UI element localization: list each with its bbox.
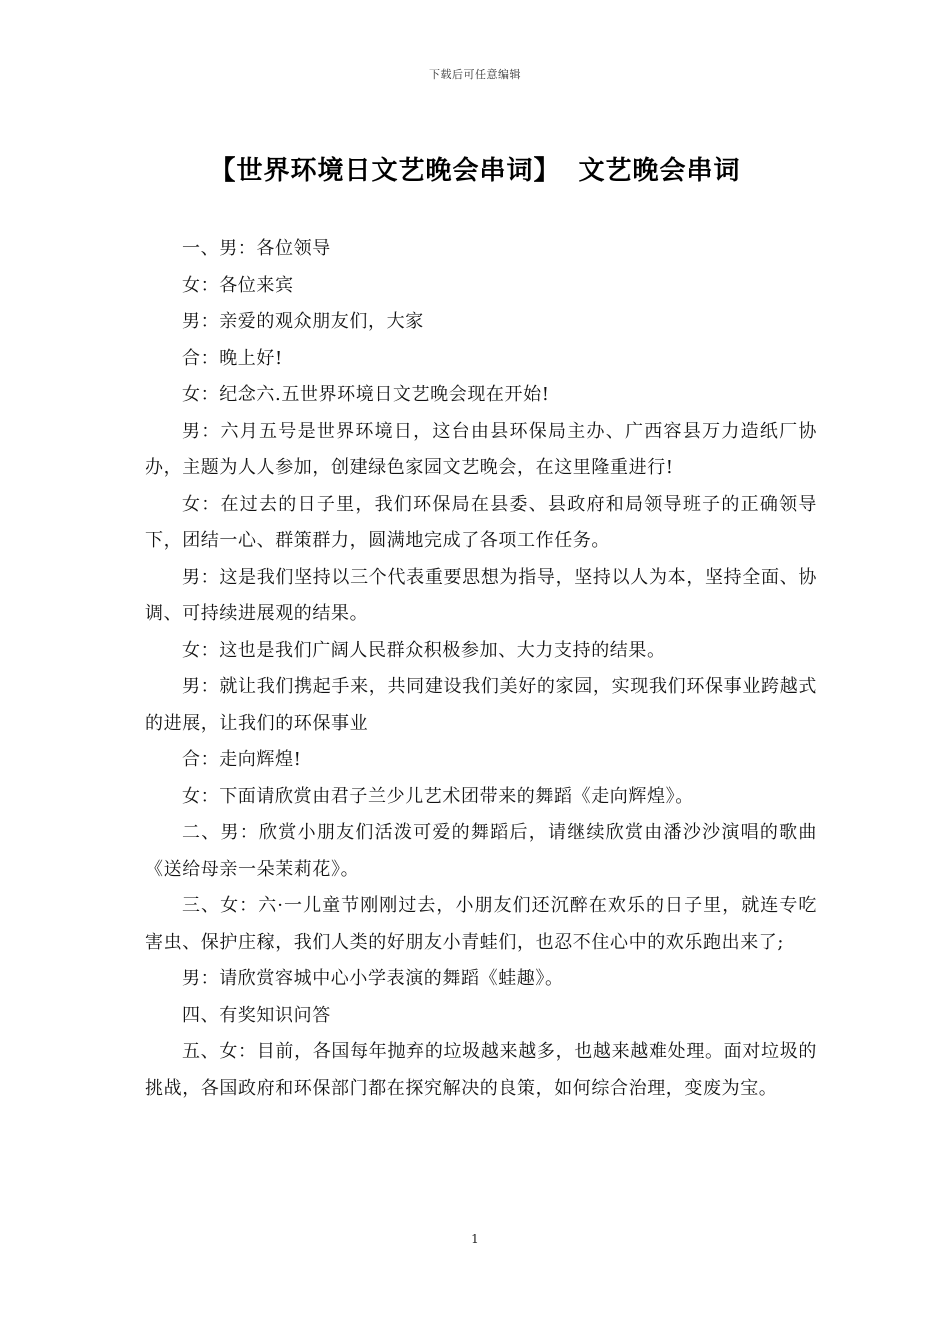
paragraph: 女：各位来宾	[182, 274, 294, 296]
paragraph: 女：在过去的日子里，我们环保局在县委、县政府和局领导班子的正确领导下，团结一心、群策群力，圆满地完成了各项工作任务。	[145, 493, 817, 551]
document-body	[145, 231, 817, 1107]
paragraph: 一、男：各位领导	[182, 238, 331, 259]
paragraph: 男：六月五号是世界环境日，这台由县环保局主办、广西容县万力造纸厂协办，主题为人人参加，创建绿色家园文艺晚会，在这里隆重进行!	[145, 420, 817, 478]
paragraph: 三、女：六·一儿童节刚刚过去，小朋友们还沉醉在欢乐的日子里，就连专吃害虫、保护庄稼，我们人类的好朋友小青蛙们，也忍不住心中的欢乐跑出来了;	[145, 895, 817, 953]
paragraph: 四、有奖知识问答	[182, 1004, 331, 1026]
paragraph: 男：这是我们坚持以三个代表重要思想为指导，坚持以人为本，坚持全面、协调、可持续进展观的结果。	[145, 566, 817, 624]
paragraph: 合：走向辉煌!	[182, 749, 302, 770]
paragraph: 男：请欣赏容城中心小学表演的舞蹈《蛙趣》。	[182, 968, 564, 989]
paragraph: 男：亲爱的观众朋友们，大家	[182, 311, 424, 332]
document-title-sub: 文艺晚会串词	[578, 156, 741, 186]
paragraph: 女：这也是我们广阔人民群众积极参加、大力支持的结果。	[182, 639, 666, 661]
paragraph: 男：就让我们携起手来，共同建设我们美好的家园，实现我们环保事业跨越式的进展，让我们的环保事业	[145, 676, 817, 734]
paragraph: 二、男：欣赏小朋友们活泼可爱的舞蹈后，请继续欣赏由潘沙沙演唱的歌曲《送给母亲一朵茉莉花》。	[145, 822, 817, 880]
paragraph: 五、女：目前，各国每年抛弃的垃圾越来越多，也越来越难处理。面对垃圾的挑战，各国政府和环保部门都在探究解决的良策，如何综合治理，变废为宝。	[145, 1041, 817, 1099]
page-header-note: 下载后可任意编辑	[429, 68, 521, 81]
paragraph: 合：晚上好!	[182, 347, 283, 369]
document-title	[0, 150, 950, 187]
paragraph: 女：纪念六.五世界环境日文艺晚会现在开始!	[182, 384, 550, 405]
document-title-main: 【世界环境日文艺晚会串词】	[209, 156, 561, 186]
page-number: 1	[471, 1232, 479, 1246]
paragraph: 女：下面请欣赏由君子兰少儿艺术团带来的舞蹈《走向辉煌》。	[182, 785, 694, 807]
